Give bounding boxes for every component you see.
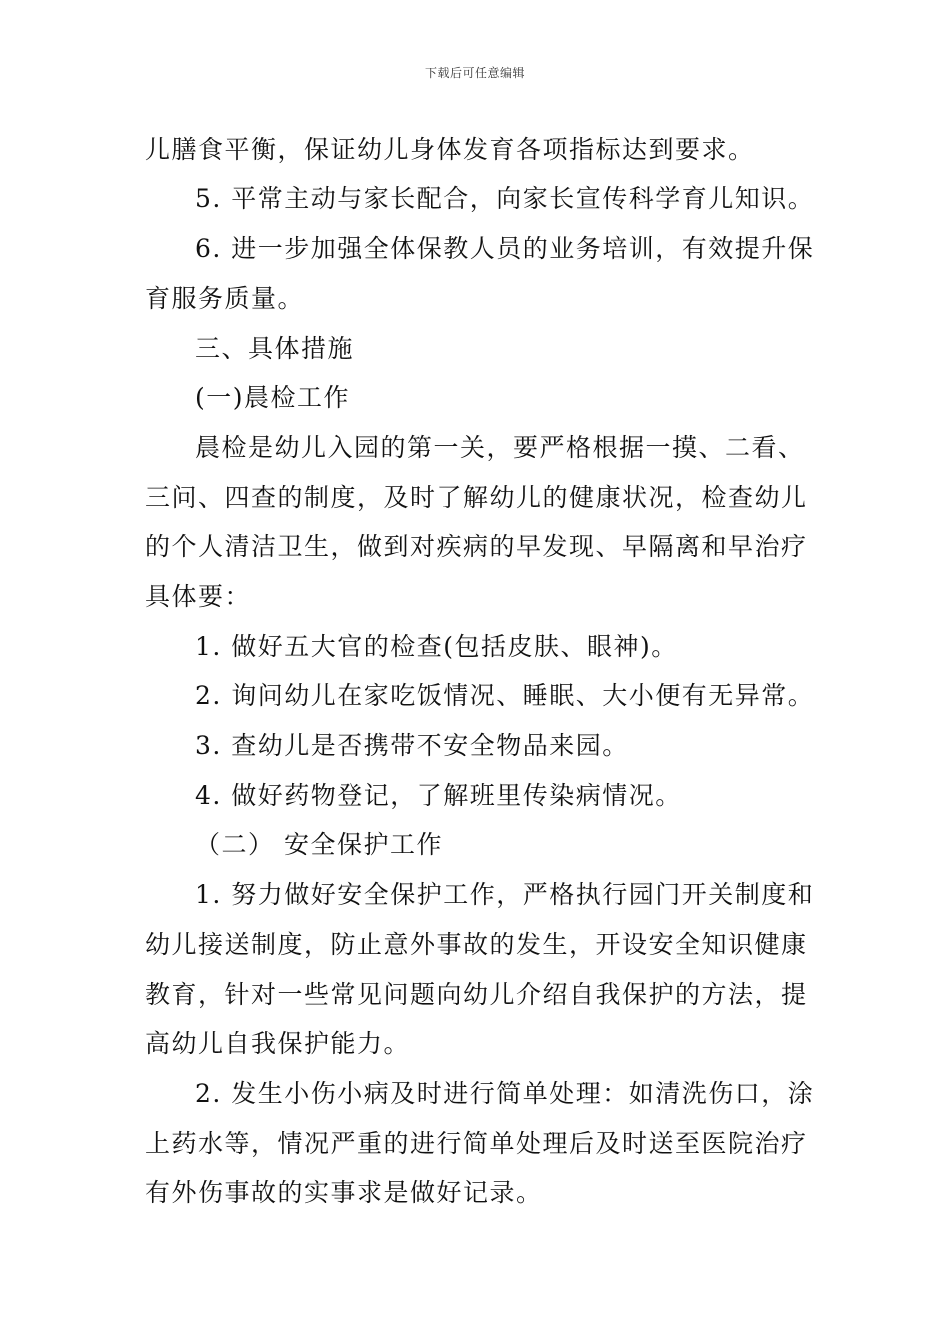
- subsection-heading: （二） 安全保护工作: [195, 830, 443, 859]
- text-line: 5. 平常主动与家长配合，向家长宣传科学育儿知识。: [195, 184, 815, 213]
- list-item: 2. 发生小伤小病及时进行简单处理：如清洗伤口，涂: [195, 1079, 815, 1108]
- page-header: 下载后可任意编辑: [424, 66, 525, 80]
- text-line: 三问、四查的制度，及时了解幼儿的健康状况，检查幼儿: [145, 483, 808, 512]
- text-line: 有外伤事故的实事求是做好记录。: [145, 1178, 543, 1207]
- list-item: 1. 做好五大官的检查(包括皮肤、眼神)。: [195, 632, 678, 661]
- text-line: 具体要：: [145, 582, 252, 611]
- list-item: 3. 查幼儿是否携带不安全物品来园。: [195, 731, 629, 760]
- text-line: 高幼儿自我保护能力。: [145, 1029, 411, 1058]
- text-line: 上药水等，情况严重的进行简单处理后及时送至医院治疗: [145, 1129, 808, 1158]
- text-line: 的个人清洁卫生，做到对疾病的早发现、早隔离和早治疗: [145, 532, 808, 561]
- text-line: 教育，针对一些常见问题向幼儿介绍自我保护的方法，提: [145, 980, 808, 1009]
- text-line: 育服务质量。: [145, 284, 305, 313]
- section-heading: 三、具体措施: [195, 334, 355, 363]
- text-line: 6. 进一步加强全体保教人员的业务培训，有效提升保: [195, 234, 815, 263]
- text-line: 儿膳食平衡，保证幼儿身体发育各项指标达到要求。: [145, 135, 755, 164]
- text-line: 晨检是幼儿入园的第一关，要严格根据一摸、二看、: [195, 433, 805, 462]
- list-item: 2. 询问幼儿在家吃饭情况、睡眠、大小便有无异常。: [195, 681, 815, 710]
- list-item: 4. 做好药物登记，了解班里传染病情况。: [195, 781, 682, 810]
- subsection-heading: (一)晨检工作: [195, 383, 351, 412]
- list-item: 1. 努力做好安全保护工作，严格执行园门开关制度和: [195, 880, 815, 909]
- text-line: 幼儿接送制度，防止意外事故的发生，开设安全知识健康: [145, 930, 808, 959]
